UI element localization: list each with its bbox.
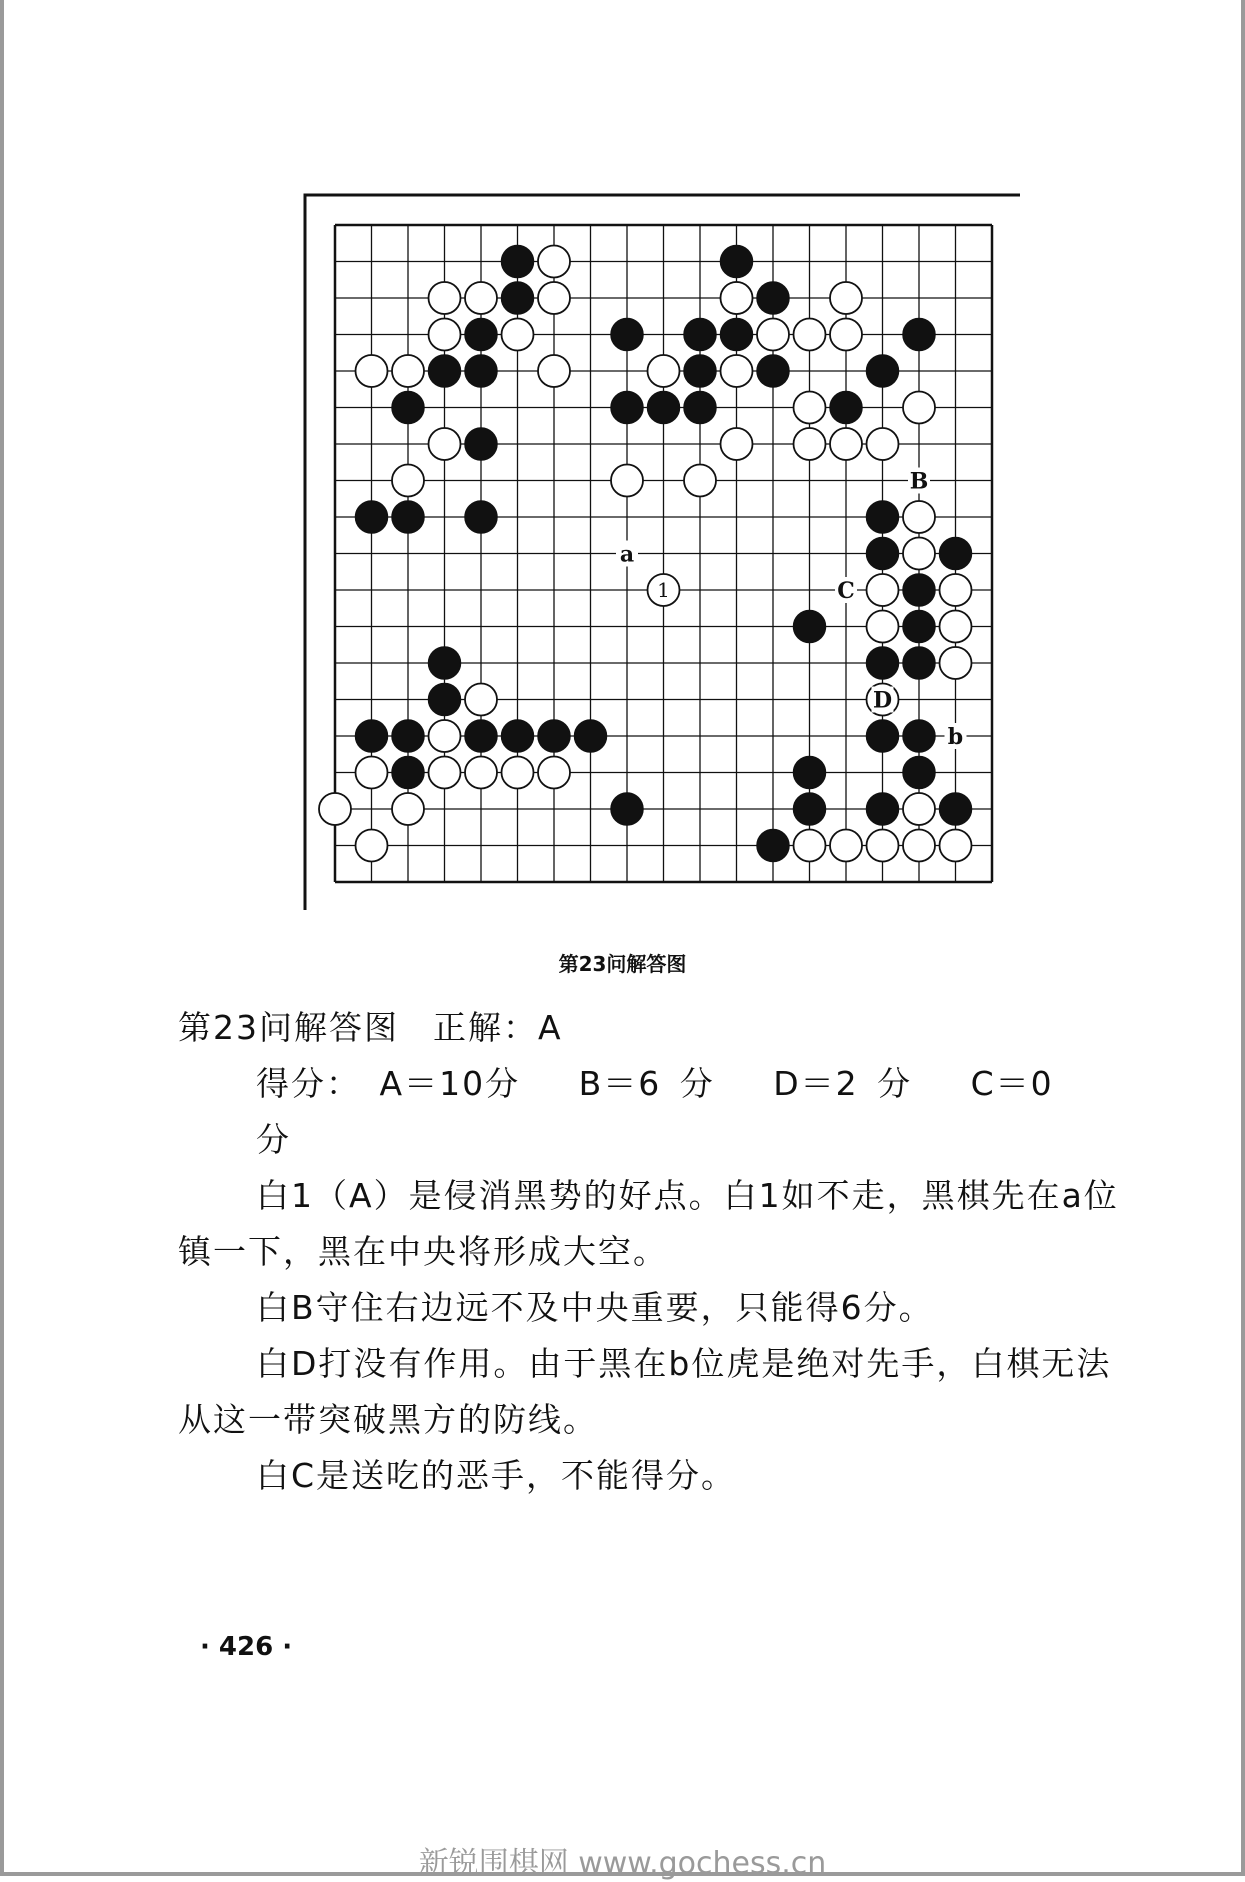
position-letter-label: B xyxy=(909,468,929,495)
white-stone xyxy=(721,355,753,387)
black-stone xyxy=(721,246,753,278)
black-stone xyxy=(465,720,497,752)
white-stone xyxy=(429,282,461,314)
white-stone xyxy=(429,319,461,351)
black-stone xyxy=(757,282,789,314)
watermark: 新锐围棋网 www.gochess.cn xyxy=(418,1846,827,1881)
black-stone xyxy=(502,246,534,278)
black-stone xyxy=(356,501,388,533)
score-label: 得分： xyxy=(256,1064,361,1103)
black-stone xyxy=(794,611,826,643)
answer-text xyxy=(178,1000,1138,1504)
score-line xyxy=(178,1056,1138,1168)
white-stone xyxy=(465,282,497,314)
black-stone xyxy=(684,392,716,424)
black-stone xyxy=(648,392,680,424)
black-stone xyxy=(867,501,899,533)
white-stone xyxy=(502,757,534,789)
go-board-diagram xyxy=(300,190,1020,910)
white-stone xyxy=(830,319,862,351)
black-stone xyxy=(502,282,534,314)
white-stone xyxy=(903,501,935,533)
heading-answer: 正解：A xyxy=(433,1008,563,1047)
white-stone xyxy=(465,684,497,716)
score-b: B＝6 分 xyxy=(578,1064,715,1103)
black-stone xyxy=(429,647,461,679)
white-stone xyxy=(356,757,388,789)
black-stone xyxy=(757,830,789,862)
black-stone xyxy=(903,574,935,606)
paragraph-2: 白B守住右边远不及中央重要，只能得6分。 xyxy=(256,1288,934,1327)
white-stone xyxy=(903,793,935,825)
white-stone xyxy=(867,830,899,862)
white-stone xyxy=(429,757,461,789)
black-stone xyxy=(867,793,899,825)
paragraph-3: 白D打没有作用。由于黑在b位虎是绝对先手，白棋无法从这一带突破黑方的防线。 xyxy=(178,1344,1112,1439)
white-stone xyxy=(429,720,461,752)
black-stone xyxy=(684,355,716,387)
black-stone xyxy=(757,355,789,387)
score-d: D＝2 分 xyxy=(773,1064,913,1103)
white-stone xyxy=(721,282,753,314)
black-stone xyxy=(867,355,899,387)
black-stone xyxy=(611,392,643,424)
white-stone xyxy=(830,428,862,460)
white-stone xyxy=(757,319,789,351)
white-stone xyxy=(903,392,935,424)
black-stone xyxy=(721,319,753,351)
black-stone xyxy=(575,720,607,752)
white-stone xyxy=(538,757,570,789)
position-letter-label: C xyxy=(837,578,855,604)
black-stone xyxy=(392,720,424,752)
white-stone xyxy=(830,282,862,314)
white-stone xyxy=(392,793,424,825)
black-stone xyxy=(940,538,972,570)
black-stone xyxy=(538,720,570,752)
black-stone xyxy=(356,720,388,752)
position-letter-label: D xyxy=(872,687,893,714)
black-stone xyxy=(502,720,534,752)
black-stone xyxy=(392,392,424,424)
white-stone xyxy=(867,428,899,460)
black-stone xyxy=(429,684,461,716)
black-stone xyxy=(903,720,935,752)
move-number-label: 1 xyxy=(657,578,670,602)
score-c: C＝0 分 xyxy=(256,1064,1054,1159)
answer-heading xyxy=(178,1000,1138,1056)
position-letter-label: b xyxy=(947,724,964,750)
black-stone xyxy=(867,538,899,570)
position-letter-label: a xyxy=(619,541,635,568)
white-stone xyxy=(721,428,753,460)
black-stone xyxy=(867,647,899,679)
black-stone xyxy=(392,757,424,789)
white-stone xyxy=(940,830,972,862)
white-stone xyxy=(611,465,643,497)
white-stone xyxy=(538,282,570,314)
white-stone xyxy=(903,538,935,570)
white-stone xyxy=(502,319,534,351)
black-stone xyxy=(903,319,935,351)
white-stone xyxy=(867,574,899,606)
black-stone xyxy=(392,501,424,533)
black-stone xyxy=(830,392,862,424)
white-stone xyxy=(356,355,388,387)
heading-title: 第23问解答图 xyxy=(178,1008,399,1047)
score-a: A＝10分 xyxy=(379,1064,521,1103)
white-stone xyxy=(794,319,826,351)
black-stone xyxy=(465,355,497,387)
white-stone xyxy=(867,611,899,643)
white-stone xyxy=(319,793,351,825)
white-stone xyxy=(940,647,972,679)
white-stone xyxy=(794,830,826,862)
white-stone xyxy=(794,392,826,424)
page-number: · 426 · xyxy=(200,1632,293,1662)
white-stone xyxy=(830,830,862,862)
black-stone xyxy=(465,501,497,533)
white-stone xyxy=(684,465,716,497)
white-stone xyxy=(940,611,972,643)
black-stone xyxy=(611,793,643,825)
black-stone xyxy=(794,793,826,825)
black-stone xyxy=(794,757,826,789)
white-stone xyxy=(429,428,461,460)
go-board xyxy=(300,190,1020,910)
paragraph-1: 白1（A）是侵消黑势的好点。白1如不走，黑棋先在a位镇一下，黑在中央将形成大空。 xyxy=(178,1176,1119,1271)
white-stone xyxy=(465,757,497,789)
white-stone xyxy=(538,246,570,278)
black-stone xyxy=(903,611,935,643)
diagram-caption: 第23问解答图 xyxy=(558,952,687,976)
black-stone xyxy=(429,355,461,387)
black-stone xyxy=(465,319,497,351)
white-stone xyxy=(392,465,424,497)
white-stone xyxy=(648,355,680,387)
black-stone xyxy=(903,647,935,679)
black-stone xyxy=(611,319,643,351)
black-stone xyxy=(867,720,899,752)
black-stone xyxy=(940,793,972,825)
black-stone xyxy=(684,319,716,351)
white-stone xyxy=(392,355,424,387)
paragraph-4: 白C是送吃的恶手，不能得分。 xyxy=(256,1456,737,1495)
white-stone xyxy=(903,830,935,862)
white-stone xyxy=(356,830,388,862)
white-stone xyxy=(794,428,826,460)
white-stone xyxy=(538,355,570,387)
black-stone xyxy=(903,757,935,789)
black-stone xyxy=(465,428,497,460)
white-stone xyxy=(940,574,972,606)
